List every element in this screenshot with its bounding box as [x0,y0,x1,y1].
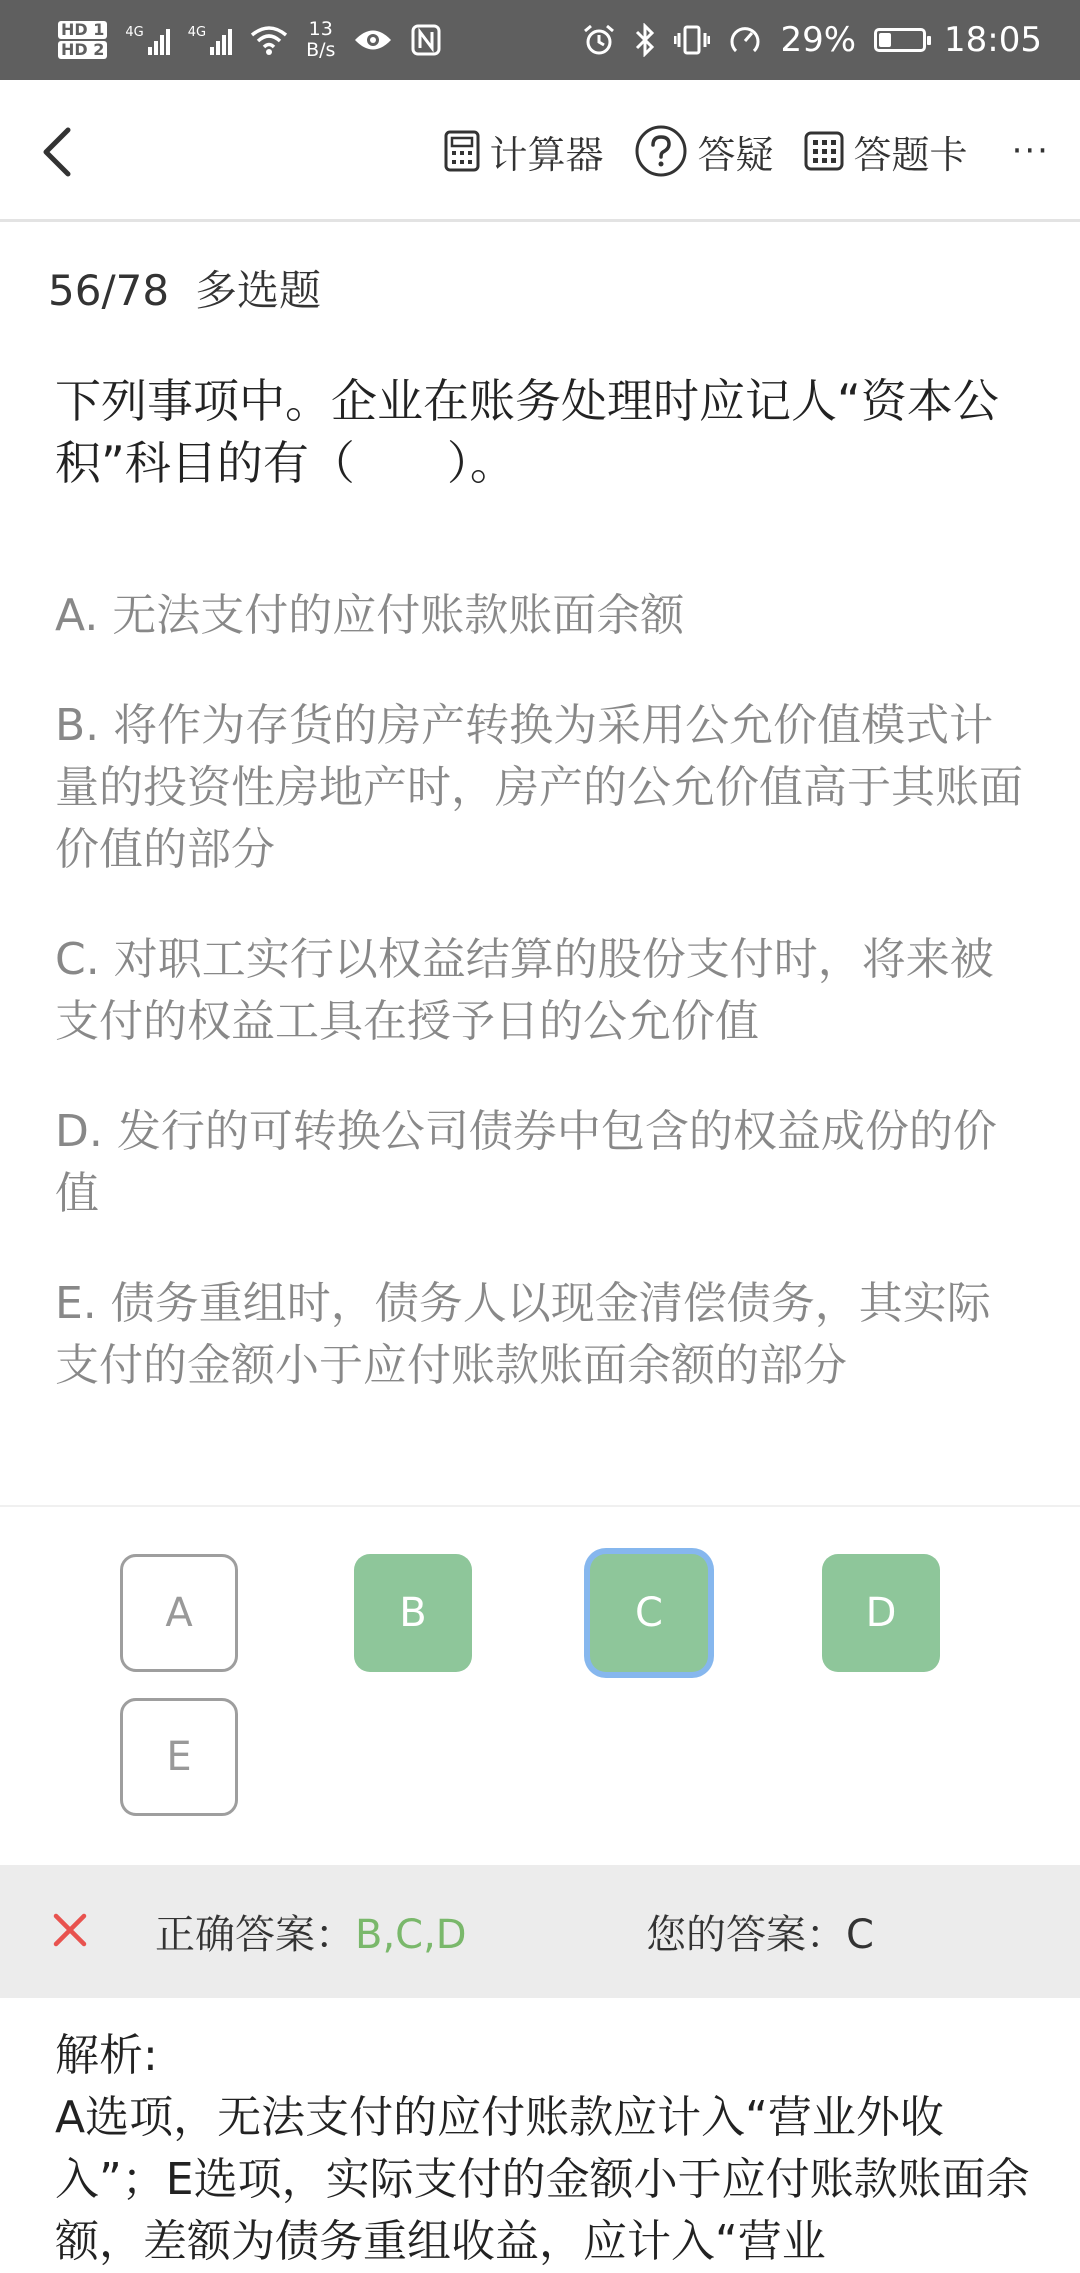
top-nav-bar [0,80,1080,222]
grid-icon [804,131,844,171]
speed-unit: B/s [306,39,336,61]
choice-button-a[interactable]: A [120,1554,238,1672]
option-b-text: B. 将作为存货的房产转换为采用公允价值模式计量的投资性房地产时，房产的公允价值高于其账面价值的部分 [55,700,1023,875]
analysis-section [55,2025,1035,2273]
wifi-icon [250,25,288,55]
network-type-2: 4G [187,25,207,40]
choice-button-e[interactable]: E [120,1698,238,1816]
wrong-x-icon [50,1910,90,1950]
analysis-title: 解析: [55,2030,158,2081]
back-arrow-icon[interactable] [38,124,78,180]
vibrate-icon [674,24,710,56]
clock: 18:05 [944,20,1042,60]
battery-icon [874,28,926,52]
your-answer [646,1903,874,1960]
calculator-label: 计算器 [489,132,604,177]
option-d-text: D. 发行的可转换公司债券中包含的权益成份的价值 [55,1106,997,1219]
answer-card-label: 答题卡 [853,132,968,177]
status-right [582,20,1042,60]
answer-card-button[interactable] [804,124,968,179]
hd-indicator [58,20,107,60]
nav-actions [444,80,1050,222]
question-stem: 下列事项中。企业在账务处理时应记人“资本公积”科目的有（ ）。 [55,374,999,490]
correct-answer [155,1903,467,1960]
question-type: 多选题 [195,266,322,315]
hd2-badge: HD 2 [58,41,107,59]
speed-value: 13 [308,18,333,40]
your-answer-value: C [846,1912,874,1958]
calculator-button[interactable] [444,124,604,179]
answer-choice-area [0,1505,1080,1867]
battery-fill [879,33,891,47]
your-answer-label: 您的答案： [646,1912,846,1958]
bluetooth-icon [634,23,656,57]
network-speed [306,19,335,61]
status-left [58,19,441,61]
eye-icon [353,27,393,53]
correct-answer-value: B,C,D [355,1912,467,1958]
signal-icon [188,25,232,55]
qa-label: 答疑 [697,132,774,177]
option-c-text: C. 对职工实行以权益结算的股份支付时，将来被支付的权益工具在授予日的公允价值 [55,934,994,1047]
network-type-1: 4G [125,25,144,40]
status-bar [0,0,1080,80]
nfc-icon [411,24,441,56]
choice-button-b[interactable]: B [354,1554,472,1672]
question-circle-icon [634,124,688,178]
calculator-icon [444,130,480,172]
option-a-text: A. 无法支付的应付账款账面余额 [55,590,685,641]
option-list [55,585,1030,1445]
signal-icon [125,25,169,55]
alarm-icon [582,23,616,57]
qa-button[interactable] [634,124,774,179]
option-e-text: E. 债务重组时，债务人以现金清偿债务，其实际支付的金额小于应付账款账面余额的部分 [55,1278,991,1391]
hd1-badge: HD 1 [58,21,107,39]
more-menu-button[interactable]: ··· [1011,131,1050,171]
choice-button-d[interactable]: D [822,1554,940,1672]
question-progress: 56/78 [48,266,170,315]
correct-answer-label: 正确答案： [155,1912,355,1958]
analysis-text: A选项，无法支付的应付账款应计入“营业外收入”；E选项，实际支付的金额小于应付账款账面余额，差额为债务重组收益，应计入“营业 [55,2092,1030,2267]
choice-button-c[interactable]: C [590,1554,708,1672]
question-meta [48,258,321,318]
data-saver-icon [728,23,762,57]
battery-percent: 29% [780,20,857,60]
result-bar [0,1865,1080,1998]
